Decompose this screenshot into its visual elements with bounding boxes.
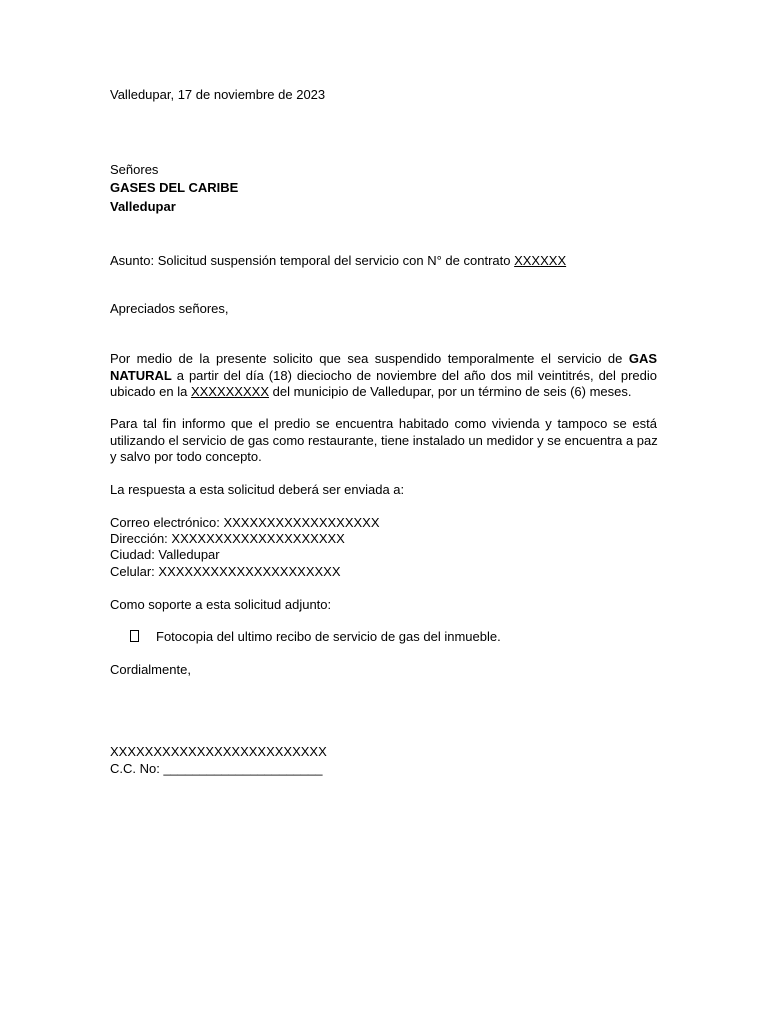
paragraph-request-line-1: Por medio de la presente solicito que sea suspendido temporalmente el servicio de GAS [110, 351, 657, 366]
paragraph-info [110, 416, 657, 466]
paragraph-request-line-2: NATURAL a partir del día (18) dieciocho de noviembre del año dos mil veintitrés, del predio [110, 367, 657, 383]
contact-city: Ciudad: Valledupar [110, 547, 220, 562]
signature-id-line: C.C. No: ______________________ [110, 761, 323, 776]
paragraph-info-line-3: y salvo por todo concepto. [110, 449, 262, 464]
bullet-box-icon [130, 630, 139, 642]
contact-phone: Celular: XXXXXXXXXXXXXXXXXXXXX [110, 564, 341, 579]
contact-address: Dirección: XXXXXXXXXXXXXXXXXXXX [110, 531, 345, 546]
closing: Cordialmente, [110, 662, 191, 677]
signature-name: XXXXXXXXXXXXXXXXXXXXXXXXX [110, 744, 327, 759]
paragraph-request-line-3: ubicado en la XXXXXXXXX del municipio de Valledupar, por un término de seis (6) meses. [110, 384, 632, 399]
attachment-list-item [130, 629, 501, 646]
support-intro: Como soporte a esta solicitud adjunto: [110, 597, 332, 612]
subject-prefix: Asunto: Solicitud suspensión temporal del servicio con N° de contrato [110, 253, 515, 268]
subject-line [110, 253, 566, 270]
recipient-city: Valledupar [110, 199, 176, 214]
attachment-text: Fotocopia del ultimo recibo de servicio de gas del inmueble. [156, 629, 501, 644]
paragraph-info-line-2: utilizando el servicio de gas como restaurante, tiene instalado un medidor y se encuentra a paz [110, 432, 658, 448]
recipient-salutation: Señores [110, 162, 159, 177]
response-intro: La respuesta a esta solicitud deberá ser enviada a: [110, 482, 405, 497]
subject-contract-number: XXXXXX [514, 253, 567, 268]
recipient-company: GASES DEL CARIBE [110, 180, 239, 195]
greeting: Apreciados señores, [110, 301, 229, 316]
contact-email: Correo electrónico: XXXXXXXXXXXXXXXXXX [110, 515, 380, 530]
letter-date: Valledupar, 17 de noviembre de 2023 [110, 87, 326, 102]
paragraph-request [110, 351, 657, 401]
paragraph-info-line-1: Para tal fin informo que el predio se encuentra habitado como vivienda y tampoco se está [110, 416, 657, 431]
